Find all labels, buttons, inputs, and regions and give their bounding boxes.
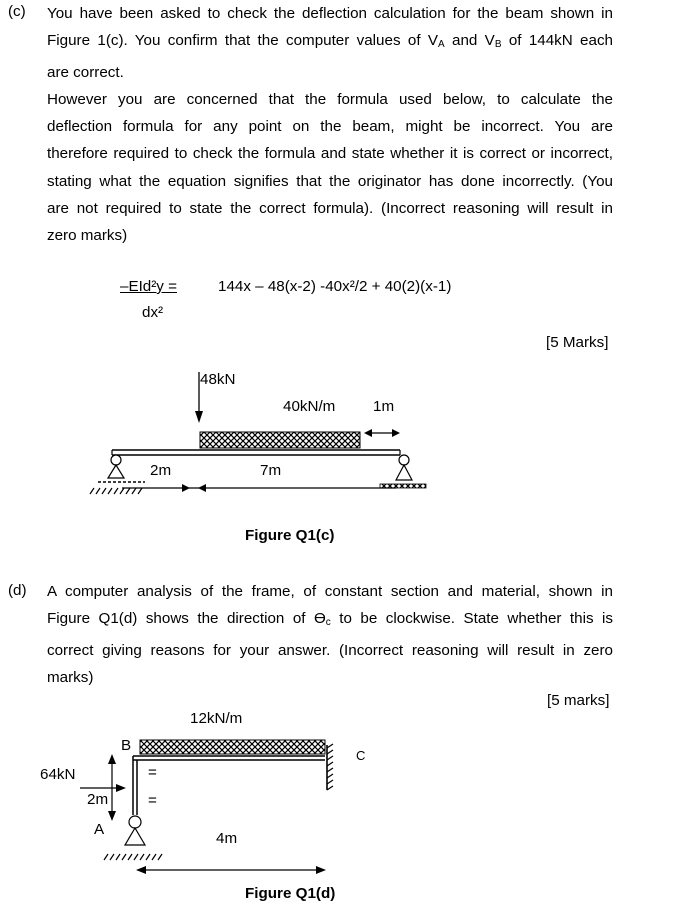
node-a-label: A — [94, 821, 105, 838]
equation-numerator: –EId²y = — [120, 278, 177, 295]
label-1m: 1m — [373, 398, 395, 415]
equation-rhs: 144x – 48(x-2) -40x²/2 + 40(2)(x-1) — [218, 278, 452, 295]
node-b-label: B — [121, 737, 132, 754]
part-d-label: (d) — [8, 582, 27, 599]
part-c-marks: [5 Marks] — [546, 334, 609, 351]
beam-bc — [133, 756, 325, 760]
equal-section-mark: = — [148, 764, 157, 781]
text-line: deflection formula for any point on the beam, might be incorrect. You are — [47, 118, 613, 136]
label-4m: 4m — [216, 830, 238, 847]
text-line: are not required to state the correct formula). (Incorrect reasoning will result in — [47, 200, 613, 218]
subscript-a: A — [438, 39, 445, 51]
equal-section-mark: = — [148, 792, 157, 809]
text-line: However you are concerned that the formula used below, to calculate the — [47, 90, 613, 108]
text-line: zero marks) — [47, 227, 128, 245]
text-line: therefore required to check the formula and state whether it is correct or incorrect, — [47, 145, 613, 163]
text-fragment: Figure Q1(d) shows the direction of ϴ — [47, 610, 326, 628]
text-line: You have been asked to check the deflection calculation for the beam shown in — [47, 5, 613, 22]
text-fragment: of 144kN each — [501, 32, 613, 50]
label-2m-d: 2m — [87, 791, 109, 808]
label-2m-c: 2m — [150, 462, 172, 479]
subscript-b: B — [494, 39, 502, 51]
text-line: A computer analysis of the frame, of constant section and material, shown in — [47, 583, 613, 600]
pin-support-a — [104, 816, 162, 860]
text-line: are correct. — [47, 63, 124, 81]
label-64kn: 64kN — [40, 766, 76, 783]
subscript-c: c — [325, 617, 331, 629]
udl-block-d — [140, 740, 325, 754]
dimension-4m-horizontal — [136, 866, 326, 874]
figure-q1d-caption: Figure Q1(d) — [245, 885, 336, 902]
text-fragment: and V — [444, 32, 495, 50]
label-12kn-per-m: 12kN/m — [190, 710, 243, 727]
text-line: correct giving reasons for your answer. (Incorrect reasoning will result in zero — [47, 641, 613, 659]
fixed-support-c — [327, 744, 333, 790]
text-line: marks) — [47, 668, 94, 686]
label-48kn: 48kN — [200, 371, 236, 388]
text-fragment: Figure 1(c). You confirm that the computer values of V — [47, 32, 438, 50]
equation-denominator: dx² — [142, 304, 164, 321]
figure-q1c-caption: Figure Q1(c) — [245, 527, 335, 544]
text-line: stating what the equation signifies that the originator has done incorrectly. (You — [47, 172, 613, 190]
part-d-marks: [5 marks] — [547, 692, 610, 709]
label-40kn-per-m: 40kN/m — [283, 398, 336, 415]
column-ab — [133, 756, 137, 815]
text-fragment: to be clockwise. State whether this is — [330, 610, 614, 628]
part-c-label: (c) — [8, 3, 26, 20]
label-7m: 7m — [260, 462, 282, 479]
node-c-label: C — [356, 748, 366, 763]
